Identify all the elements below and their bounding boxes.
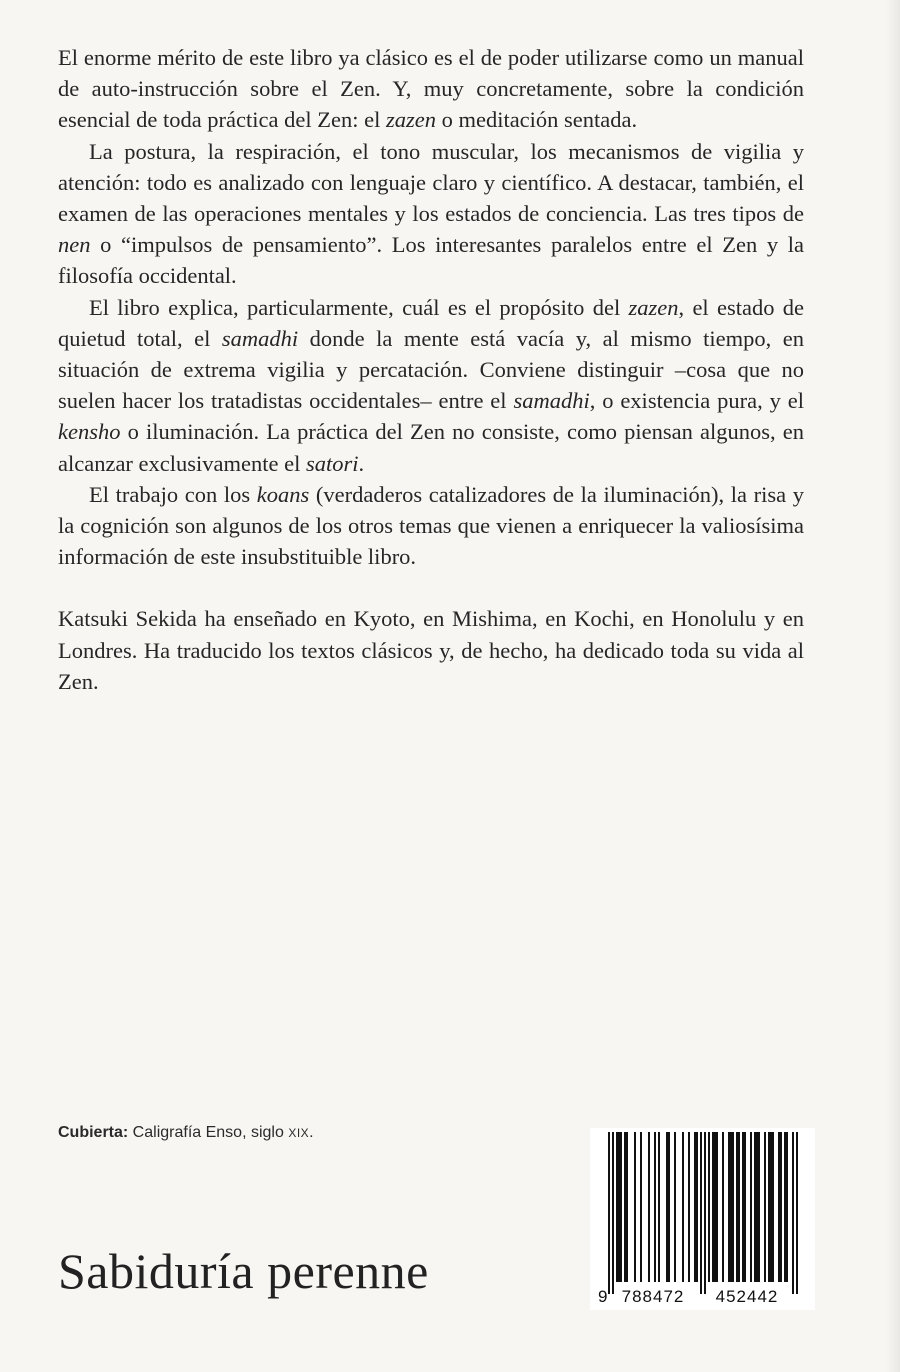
back-cover-blurb [58,42,804,697]
barcode-bar [666,1132,668,1282]
barcode-bar [772,1132,774,1282]
barcode-bar [608,1132,610,1294]
barcode-bar [786,1132,788,1282]
italic-term: satori [305,450,359,476]
blurb-paragraph-1 [58,42,804,136]
barcode-bar [742,1132,744,1282]
barcode-bar [668,1132,670,1282]
blurb-paragraph-4 [58,479,804,573]
italic-term: zazen [385,107,436,133]
barcode-bar [682,1132,684,1282]
barcode-bar [764,1132,766,1282]
barcode-bar [758,1132,760,1282]
barcode-bar [674,1132,676,1282]
barcode-bar [738,1132,740,1282]
text-run: o “impulsos de pensamiento”. Los interesantes paralelos entre el Zen y la filosofía occidental. [58,232,804,289]
barcode-bar [714,1132,716,1282]
italic-term: samadhi [221,325,299,351]
barcode-bar [612,1132,614,1294]
barcode-bar [648,1132,650,1282]
barcode-bar [688,1132,690,1282]
text-run: El enorme mérito de este libro ya clásico es el de poder utilizarse como un manual de auto-instrucción sobre el Zen. Y, muy concretamente, sobre la condición esencial de toda práctica del Zen: el [58,45,804,133]
barcode-bar [768,1132,770,1282]
cover-credit-century: XIX [288,1126,310,1140]
text-run: donde la mente está vacía y, al mismo tiempo, en situación de extrema vigilia y percatación. Conviene distinguir –cosa que no suelen hacer los tratadistas occidentales– entre el [58,325,805,414]
barcode-bar [778,1132,780,1282]
barcode-bar [792,1132,794,1294]
italic-term: kensho [58,419,121,445]
barcode-bar [658,1132,660,1282]
barcode-bar [732,1132,734,1282]
barcode-bar [736,1132,738,1282]
barcode-bar [716,1132,718,1282]
text-run: La postura, la respiración, el tono muscular, los mecanismos de vigilia y atención: todo es analizado con lenguaje claro y científico. A destacar, también, el examen de las operaciones mentales y los estados de conciencia. Las tres tipos de [58,138,804,227]
barcode-first-digit: 9 [598,1287,608,1306]
text-run: , el estado de quietud total, el [58,294,804,351]
barcode-bar [728,1132,730,1282]
barcode-bar [780,1132,782,1282]
text-run: El trabajo con los [89,481,257,507]
italic-term: zazen [628,294,679,320]
barcode-bar [744,1132,746,1282]
author-bio [58,603,804,697]
barcode-bar [640,1132,642,1282]
series-title: Sabiduría perenne [58,1243,429,1299]
page-edge [886,0,900,1372]
barcode-left-digits: 788472 [621,1287,685,1306]
barcode-bar [754,1132,756,1282]
barcode-bar [620,1132,622,1282]
text-run: , o existencia pura, y el [589,388,804,414]
cover-credit [58,1124,314,1142]
text-run: o iluminación. La práctica del Zen no consiste, como piensan algunos, en alcanzar exclusivamente el [58,419,804,476]
italic-term: koans [256,481,310,507]
cover-credit-label: Cubierta: [58,1124,129,1141]
blurb-paragraph-3 [58,292,804,479]
text-run: (verdaderos catalizadores de la iluminación), la risa y la cognición son algunos de los otros temas que vienen a enriquecer la valiosísima información de este insubstituible libro. [58,481,804,570]
isbn-barcode [590,1128,815,1310]
barcode-bar [634,1132,636,1282]
barcode-bar [730,1132,732,1282]
barcode-bar [756,1132,758,1282]
barcode-bar [770,1132,772,1282]
barcode-bar [722,1132,724,1282]
barcode-bar [704,1132,706,1294]
barcode-bar [712,1132,714,1282]
barcode-bar [784,1132,786,1282]
barcode-bar [750,1132,752,1282]
barcode-bar [618,1132,620,1282]
text-run: Katsuki Sekida ha enseñado en Kyoto, en Mishima, en Kochi, en Honolulu y en Londres. Ha traducido los textos clásicos y, de hecho, ha dedicado toda su vida al Zen. [58,606,804,694]
blurb-paragraph-2 [58,136,804,292]
cover-credit-text: Caligrafía Enso, siglo [128,1124,289,1141]
barcode-right-digits: 452442 [715,1287,779,1306]
barcode-bar [796,1132,798,1294]
barcode-bar [626,1132,628,1282]
barcode-bar [616,1132,618,1282]
text-run: . [358,450,365,476]
barcode-bar [708,1132,710,1282]
text-run: o meditación sentada. [435,107,638,133]
barcode-bar [624,1132,626,1282]
cover-credit-end: . [309,1124,314,1141]
barcode-bar [700,1132,702,1294]
barcode-bar [696,1132,698,1282]
barcode-bar [654,1132,656,1282]
italic-term: samadhi [513,388,590,414]
barcode-graphic [590,1128,815,1310]
barcode-bar [694,1132,696,1282]
italic-term: nen [58,232,91,258]
text-run: El libro explica, particularmente, cuál es el propósito del [89,294,629,320]
